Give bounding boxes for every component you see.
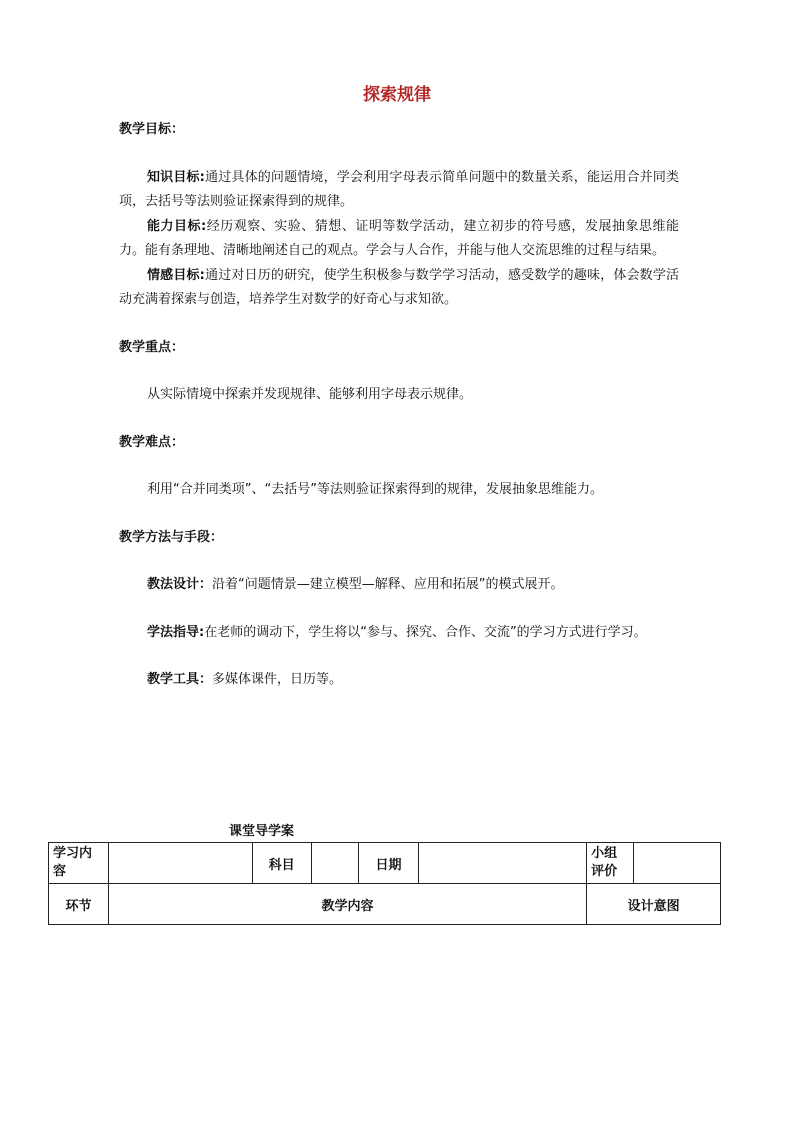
method-heading: 教学方法与手段： <box>119 529 224 545</box>
ability-text: 经历观察、实验、猜想、证明等数学活动，建立初步的符号感，发展抽象思维能力。能有条理地、清晰地阐述自己的观点。学会与人合作，并能与他人交流思维的过程与结果。 <box>119 218 679 258</box>
teaching-content-header-cell: 教学内容 <box>108 884 586 925</box>
stage-header-cell: 环节 <box>49 884 109 925</box>
table-caption: 课堂导学案 <box>229 824 295 839</box>
teaching-tools-label: 教学工具： <box>147 672 213 687</box>
learning-guidance-label: 学法指导: <box>147 624 205 640</box>
emotion-text: 通过对日历的研究，使学生积极参与数学学习活动，感受数学的趣味，体会数学活动充满着探索与创造，培养学生对数学的好奇心与求知欲。 <box>119 267 679 307</box>
teaching-tools-text: 多媒体课件，日历等。 <box>212 672 343 687</box>
difficulty-text: 利用“合并同类项”、“去括号”等法则验证探索得到的规律，发展抽象思维能力。 <box>147 482 603 497</box>
learning-guidance <box>119 621 679 646</box>
subject-value-cell[interactable] <box>311 843 358 884</box>
learning-guidance-text: 在老师的调动下，学生将以“参与、探究、合作、交流”的学习方式进行学习。 <box>204 624 647 640</box>
design-intent-header-cell: 设计意图 <box>587 884 721 925</box>
teaching-design-text: 沿着“问题情景—建立模型—解释、应用和拓展”的模式展开。 <box>212 577 564 592</box>
emotion-label: 情感目标: <box>147 267 205 283</box>
content-value-cell[interactable] <box>108 843 252 884</box>
ability-label: 能力目标: <box>147 218 207 234</box>
group-eval-value-cell[interactable] <box>634 843 721 884</box>
lesson-plan-table <box>48 842 721 925</box>
content-label-cell: 学习内容 <box>49 843 109 884</box>
date-label-cell: 日期 <box>358 843 419 884</box>
subject-label-cell: 科目 <box>252 843 311 884</box>
date-value-cell[interactable] <box>419 843 587 884</box>
ability-objective <box>119 215 679 264</box>
difficulty-heading: 教学难点： <box>119 434 185 450</box>
teaching-design <box>119 573 679 598</box>
document-title: 探索规律 <box>363 85 431 105</box>
knowledge-text: 通过具体的问题情境，学会利用字母表示简单问题中的数量关系，能运用合并同类项，去括号等法则验证探索得到的规律。 <box>119 169 679 209</box>
knowledge-objective <box>119 166 679 215</box>
emotion-objective <box>119 264 679 313</box>
key-points-text: 从实际情境中探索并发现规律、能够利用字母表示规律。 <box>147 387 473 402</box>
teaching-tools <box>119 668 679 693</box>
knowledge-label: 知识目标: <box>147 169 205 185</box>
objectives-heading: 教学目标： <box>119 122 185 137</box>
document-body <box>119 118 679 693</box>
teaching-design-label: 教法设计： <box>147 577 213 592</box>
group-eval-label-cell: 小组评价 <box>587 843 634 884</box>
key-points-heading: 教学重点： <box>119 339 185 355</box>
